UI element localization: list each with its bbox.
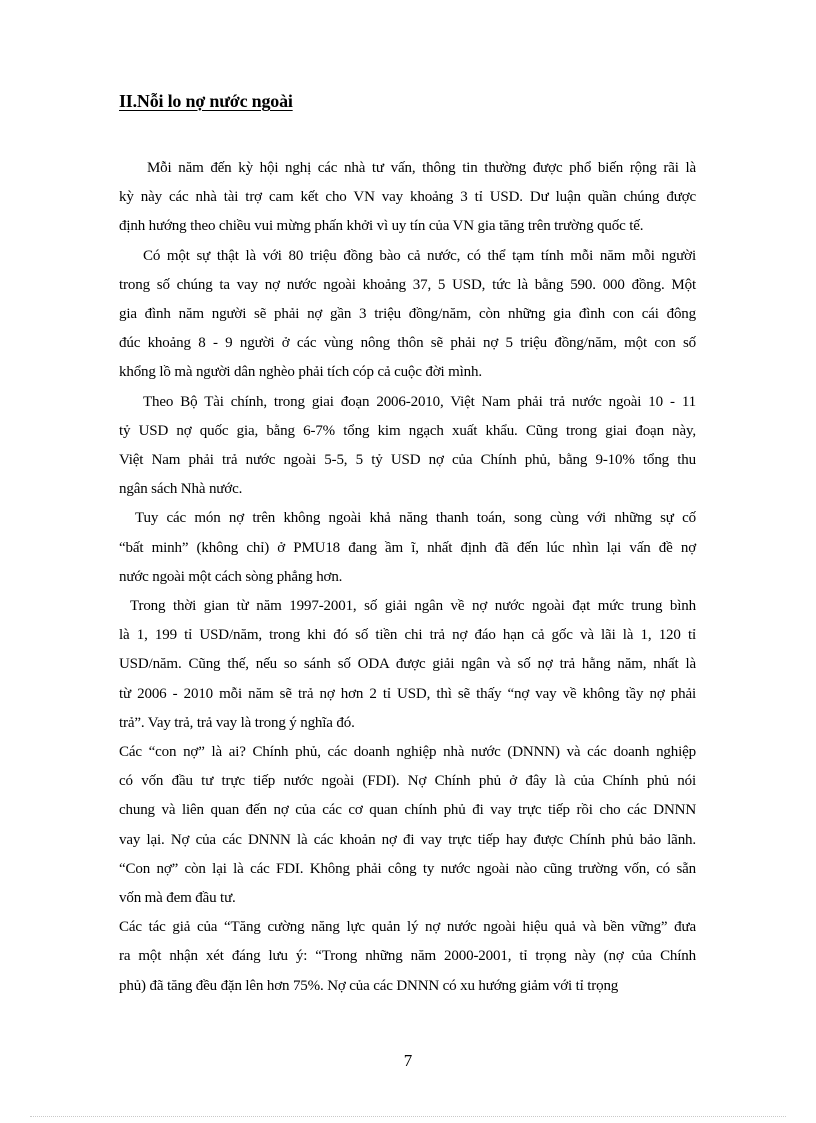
paragraph: [119, 242, 696, 388]
text-line: nước ngoài một cách sòng phẳng hơn.: [119, 568, 343, 585]
text-line: gia đình năm người sẽ phải nợ gần 3 triệu đồng/năm, còn những gia đình con cái đông: [119, 306, 696, 323]
text-line: trả”. Vay trả, trả vay là trong ý nghĩa đó.: [119, 714, 355, 731]
text-line: có vốn đầu tư trực tiếp nước ngoài (FDI). Nợ Chính phủ ở đây là của Chính phủ nói: [119, 773, 696, 790]
text-line: vốn mà đem đầu tư.: [119, 890, 236, 907]
paragraph: [119, 154, 696, 242]
text-line: là 1, 199 tỉ USD/năm, trong khi đó số tiền chi trả nợ đáo hạn cả gốc và lãi là 1, 120 tỉ: [119, 627, 696, 644]
text-line: Tuy các món nợ trên không ngoài khả năng thanh toán, song cùng với những sự cố: [135, 510, 696, 527]
paragraph: [119, 738, 696, 913]
text-line: trong số chúng ta vay nợ nước ngoài khoảng 37, 5 USD, tức là bằng 590. 000 đồng. Một: [119, 276, 696, 293]
paragraph: [119, 388, 696, 505]
text-line: Các tác giả của “Tăng cường năng lực quản lý nợ nước ngoài hiệu quả và bền vững” đưa: [119, 919, 696, 936]
text-line: kỳ này các nhà tài trợ cam kết cho VN vay khoảng 3 tỉ USD. Dư luận quần chúng được: [119, 189, 696, 206]
text-line: khổng lồ mà người dân nghèo phải tích cóp cả cuộc đời mình.: [119, 364, 482, 381]
text-line: Trong thời gian từ năm 1997-2001, số giải ngân về nợ nước ngoài đạt mức trung bình: [130, 598, 696, 615]
text-line: ngân sách Nhà nước.: [119, 481, 243, 498]
text-line: Mỗi năm đến kỳ hội nghị các nhà tư vấn, thông tin thường được phổ biến rộng rãi là: [147, 160, 696, 176]
text-line: ra một nhận xét đáng lưu ý: “Trong những năm 2000-2001, tỉ trọng này (nợ của Chính: [119, 948, 696, 965]
page-number: 7: [403, 1051, 413, 1070]
text-line: đúc khoảng 8 - 9 người ở các vùng nông thôn sẽ phải nợ 5 triệu đồng/năm, một con số: [119, 335, 696, 352]
text-line: định hướng theo chiều vui mừng phấn khởi vì uy tín của VN gia tăng trên trường quốc tế.: [119, 218, 644, 235]
paragraph: [119, 504, 696, 592]
text-line: phủ) đã tăng đều đặn lên hơn 75%. Nợ của các DNNN có xu hướng giảm với tỉ trọng: [119, 977, 619, 994]
body-text: [119, 154, 696, 1001]
text-line: chung và liên quan đến nợ của các cơ quan chính phủ đi vay trực tiếp rồi cho các DNNN: [119, 802, 696, 819]
text-line: “Con nợ” còn lại là các FDI. Không phải công ty nước ngoài nào cũng trường vốn, có sẵn: [119, 860, 696, 877]
text-line: từ 2006 - 2010 mỗi năm sẽ trả nợ hơn 2 tỉ USD, thì sẽ thấy “nợ vay về không tầy nợ phải: [119, 685, 696, 702]
paragraph: [119, 913, 696, 1001]
text-line: tỷ USD nợ quốc gia, bằng 6-7% tổng kim ngạch xuất khẩu. Cũng trong giai đoạn này,: [119, 422, 696, 439]
text-line: USD/năm. Cũng thế, nếu so sánh số ODA được giải ngân và số nợ trả hằng năm, nhất là: [119, 656, 696, 673]
text-line: “bất minh” (không chỉ) ở PMU18 đang ầm ĩ, nhất định đã đến lúc nhìn lại vấn đề nợ: [119, 539, 696, 556]
page-bottom-rule: [30, 1116, 786, 1117]
text-line: vay lại. Nợ của các DNNN là các khoản nợ đi vay trực tiếp hay được Chính phủ bảo lãnh.: [119, 831, 696, 848]
text-line: Các “con nợ” là ai? Chính phủ, các doanh nghiệp nhà nước (DNNN) và các doanh nghiệp: [119, 744, 696, 761]
text-line: Có một sự thật là với 80 triệu đồng bào cả nước, có thể tạm tính mỗi năm mỗi người: [143, 247, 696, 264]
text-line: Theo Bộ Tài chính, trong giai đoạn 2006-2010, Việt Nam phải trả nước ngoài 10 - 11: [143, 393, 696, 410]
text-line: Việt Nam phải trả nước ngoài 5-5, 5 tỷ USD nợ của Chính phủ, bằng 9-10% tổng thu: [119, 452, 696, 469]
section-heading: II.Nỗi lo nợ nước ngoài: [119, 91, 293, 111]
paragraph: [119, 592, 696, 738]
